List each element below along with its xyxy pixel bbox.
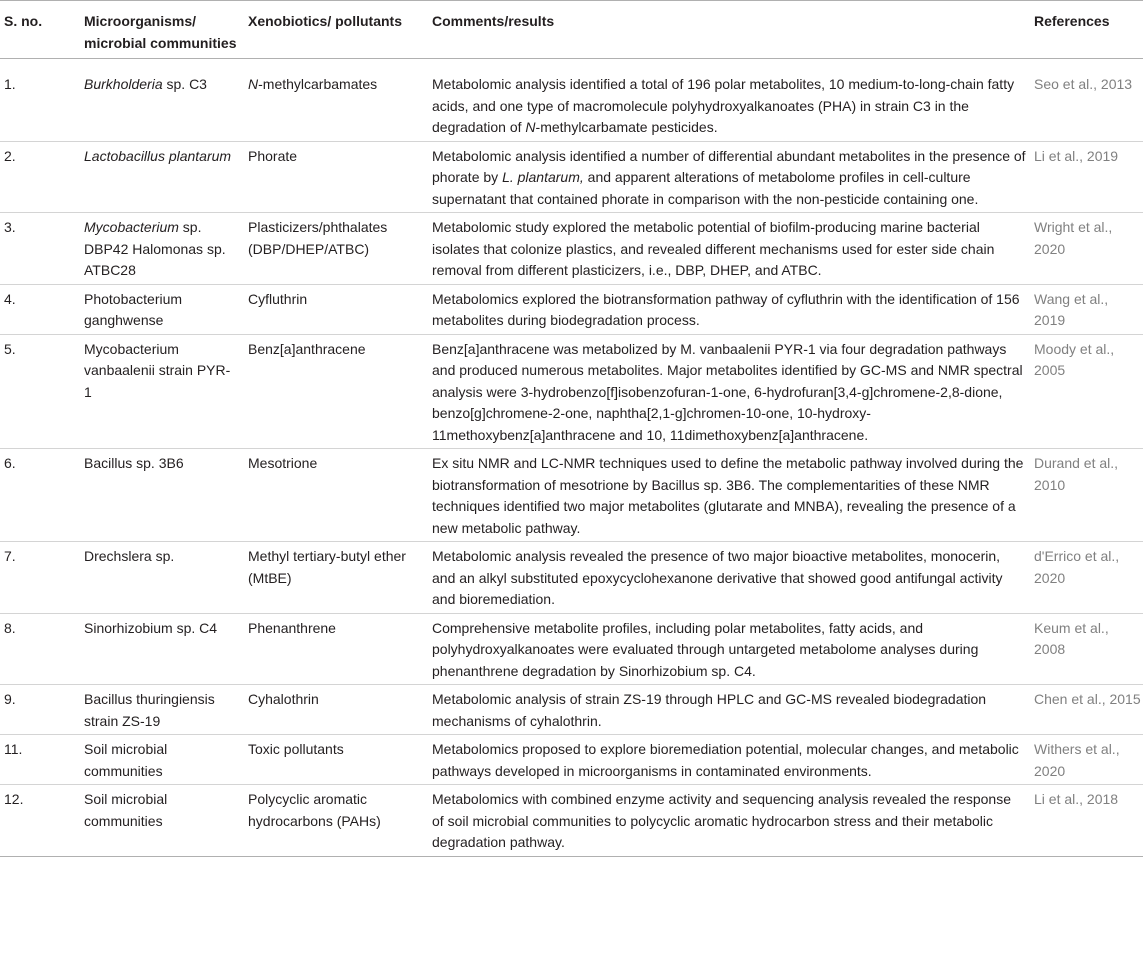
cell-organism: Mycobacterium vanbaalenii strain PYR-1 — [80, 334, 244, 449]
cell-comment: Metabolomics explored the biotransformation pathway of cyfluthrin with the identification of 156 metabolites during biodegradation process. — [428, 284, 1032, 334]
cell-pollutant: Cyhalothrin — [244, 685, 428, 735]
cell-sno: 1. — [0, 59, 80, 142]
cell-reference[interactable]: Withers et al., 2020 — [1032, 735, 1143, 785]
cell-comment: Metabolomic analysis revealed the presence of two major bioactive metabolites, monocerin, and an alkyl substituted epoxycyclohexanone derivative that showed good antifungal activity and bioremediation. — [428, 542, 1032, 614]
table-row — [0, 735, 1143, 785]
cell-pollutant: Toxic pollutants — [244, 735, 428, 785]
header-organisms: Microorganisms/ microbial communities — [80, 1, 244, 59]
cell-comment: Ex situ NMR and LC-NMR techniques used to define the metabolic pathway involved during the biotransformation of mesotrione by Bacillus sp. 3B6. The complementarities of these NMR techniques identified two major metabolites (glutarate and MNBA), revealing the presence of a new metabolic pathway. — [428, 449, 1032, 542]
cell-comment: Metabolomic analysis identified a total of 196 polar metabolites, 10 medium-to-long-chain fatty acids, and one type of macromolecule polyhydroxyalkanoates (PHA) in strain C3 in the degradation of N-methylcarbamate pesticides. — [428, 59, 1032, 142]
header-sno: S. no. — [0, 1, 80, 59]
cell-organism: Mycobacterium sp. DBP42 Halomonas sp. ATBC28 — [80, 213, 244, 285]
cell-pollutant: Cyfluthrin — [244, 284, 428, 334]
table-row — [0, 213, 1143, 285]
table-row — [0, 685, 1143, 735]
cell-reference[interactable]: Durand et al., 2010 — [1032, 449, 1143, 542]
table-header — [0, 1, 1143, 59]
table-body — [0, 59, 1143, 857]
cell-reference[interactable]: Wang et al., 2019 — [1032, 284, 1143, 334]
cell-organism: Soil microbial communities — [80, 785, 244, 857]
cell-pollutant: Benz[a]anthracene — [244, 334, 428, 449]
cell-comment: Benz[a]anthracene was metabolized by M. vanbaalenii PYR-1 via four degradation pathways and produced numerous metabolites. Major metabolites identified by GC-MS and NMR spectral analysis were 3-hydrobenzo[f]isobenzofuran-1-one, 6-hydrofuran[3,4-g]chromene-2,8-dione, benzo[g]chromene-2-one, naphtha[2,1-g]chromen-10-one, 10-hydroxy-11methoxybenz[a]anthracene and 10, 11dimethoxybenz[a]anthracene. — [428, 334, 1032, 449]
cell-pollutant: Methyl tertiary-butyl ether (MtBE) — [244, 542, 428, 614]
cell-organism: Lactobacillus plantarum — [80, 141, 244, 213]
cell-sno: 8. — [0, 613, 80, 685]
cell-sno: 3. — [0, 213, 80, 285]
cell-reference[interactable]: Li et al., 2018 — [1032, 785, 1143, 857]
table-row — [0, 284, 1143, 334]
header-comments: Comments/results — [428, 1, 1032, 59]
cell-organism: Sinorhizobium sp. C4 — [80, 613, 244, 685]
header-references: References — [1032, 1, 1143, 59]
table-row — [0, 785, 1143, 857]
table-row — [0, 334, 1143, 449]
table-row — [0, 449, 1143, 542]
table-row — [0, 59, 1143, 142]
cell-comment: Metabolomic analysis of strain ZS-19 through HPLC and GC-MS revealed biodegradation mechanisms of cyhalothrin. — [428, 685, 1032, 735]
cell-sno: 6. — [0, 449, 80, 542]
cell-sno: 11. — [0, 735, 80, 785]
cell-reference[interactable]: Li et al., 2019 — [1032, 141, 1143, 213]
cell-organism: Burkholderia sp. C3 — [80, 59, 244, 142]
cell-sno: 7. — [0, 542, 80, 614]
cell-sno: 4. — [0, 284, 80, 334]
cell-sno: 5. — [0, 334, 80, 449]
cell-reference[interactable]: Moody et al., 2005 — [1032, 334, 1143, 449]
table-row — [0, 141, 1143, 213]
table-row — [0, 613, 1143, 685]
cell-reference[interactable]: Keum et al., 2008 — [1032, 613, 1143, 685]
cell-pollutant: N-methylcarbamates — [244, 59, 428, 142]
cell-sno: 9. — [0, 685, 80, 735]
cell-organism: Bacillus sp. 3B6 — [80, 449, 244, 542]
cell-reference[interactable]: d'Errico et al., 2020 — [1032, 542, 1143, 614]
cell-pollutant: Plasticizers/phthalates (DBP/DHEP/ATBC) — [244, 213, 428, 285]
cell-pollutant: Phenanthrene — [244, 613, 428, 685]
cell-reference[interactable]: Seo et al., 2013 — [1032, 59, 1143, 142]
header-row — [0, 1, 1143, 59]
table-row — [0, 542, 1143, 614]
cell-organism: Soil microbial communities — [80, 735, 244, 785]
cell-comment: Metabolomic study explored the metabolic potential of biofilm-producing marine bacterial isolates that colonize plastics, and revealed different mechanisms used for ester side chain removal from different plasticizers, i.e., DBP, DHEP, and ATBC. — [428, 213, 1032, 285]
cell-pollutant: Phorate — [244, 141, 428, 213]
cell-comment: Metabolomics proposed to explore bioremediation potential, molecular changes, and metabolic pathways developed in microorganisms in contaminated environments. — [428, 735, 1032, 785]
cell-sno: 12. — [0, 785, 80, 857]
cell-organism: Photobacterium ganghwense — [80, 284, 244, 334]
cell-reference[interactable]: Chen et al., 2015 — [1032, 685, 1143, 735]
cell-comment: Comprehensive metabolite profiles, including polar metabolites, fatty acids, and polyhydroxyalkanoates were evaluated through untargeted metabolome analyses during phenanthrene degradation by Sinorhizobium sp. C4. — [428, 613, 1032, 685]
cell-pollutant: Polycyclic aromatic hydrocarbons (PAHs) — [244, 785, 428, 857]
cell-pollutant: Mesotrione — [244, 449, 428, 542]
cell-organism: Drechslera sp. — [80, 542, 244, 614]
cell-reference[interactable]: Wright et al., 2020 — [1032, 213, 1143, 285]
cell-sno: 2. — [0, 141, 80, 213]
cell-organism: Bacillus thuringiensis strain ZS-19 — [80, 685, 244, 735]
header-pollutants: Xenobiotics/ pollutants — [244, 1, 428, 59]
cell-comment: Metabolomics with combined enzyme activity and sequencing analysis revealed the response of soil microbial communities to polycyclic aromatic hydrocarbon stress and their metabolic degradation pathway. — [428, 785, 1032, 857]
cell-comment: Metabolomic analysis identified a number of differential abundant metabolites in the presence of phorate by L. plantarum, and apparent alterations of metabolome profiles in cell-culture supernatant that contained phorate in comparison with the non-pesticide containing one. — [428, 141, 1032, 213]
